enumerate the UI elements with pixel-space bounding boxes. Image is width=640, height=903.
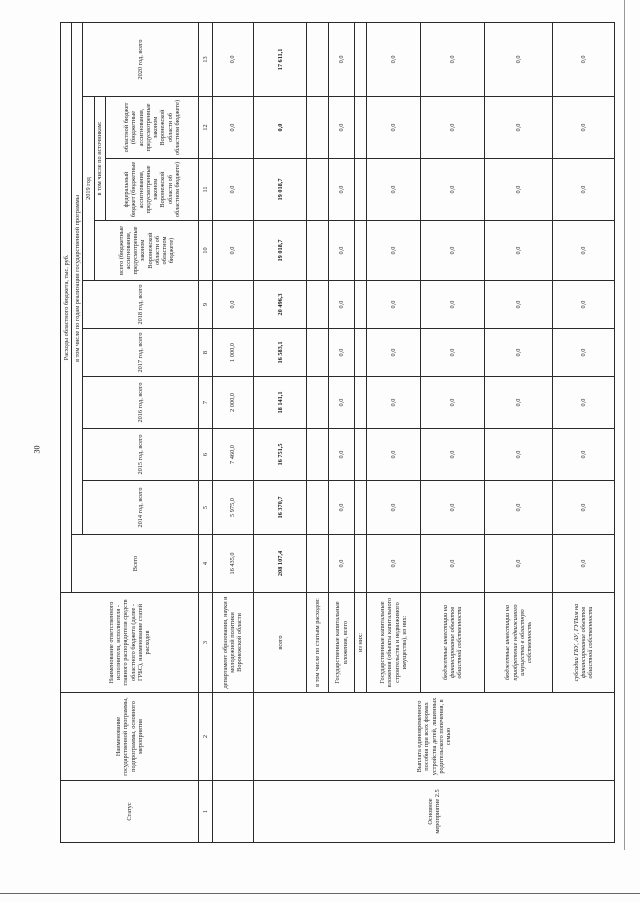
value-2018: 0,0 <box>212 281 254 329</box>
value-2014: 16 370,7 <box>254 481 307 535</box>
executor-capital: Государственные капитальные вложения, всего <box>328 593 354 693</box>
column-index: 1 <box>199 781 212 843</box>
header-status: Статус <box>61 781 199 843</box>
scan-bottom-edge <box>0 893 640 894</box>
header-federal: федеральный бюджет (бюджетные ассигнования, предусмотренные законом Воронежской области об областном бюджете) <box>105 159 198 221</box>
executor-subsidies: субсидии ГБУ, АУ, ГУПам на финансирование объектов областной собственности <box>553 593 615 693</box>
value-2018: 20 496,3 <box>254 281 307 329</box>
column-index: 11 <box>199 159 212 221</box>
column-index: 4 <box>199 535 212 593</box>
value-2019: 0,0 <box>553 221 615 281</box>
value-2019-federal: 0,0 <box>421 159 485 221</box>
scan-edge-line <box>624 0 625 850</box>
value-2019-regional: 0,0 <box>553 97 615 159</box>
empty-cell <box>306 377 328 429</box>
value-2020: 0,0 <box>328 22 354 96</box>
value-2019: 0,0 <box>485 221 553 281</box>
rotated-table-wrapper <box>60 23 615 843</box>
empty-cell <box>306 429 328 481</box>
value-2015: 0,0 <box>328 429 354 481</box>
executor-total: всего <box>254 593 307 693</box>
empty-cell <box>355 159 366 221</box>
value-total: 0,0 <box>421 535 485 593</box>
value-2018: 0,0 <box>553 281 615 329</box>
executor-incl: в том числе по статьям расходов: <box>306 593 328 693</box>
column-index: 5 <box>199 481 212 535</box>
header-2019-total: всего (бюджетные ассигнования, предусмотренные законом Воронежской области об областном бюджете) <box>94 221 199 281</box>
column-index: 9 <box>199 281 212 329</box>
header-2015: 2015 год, всего <box>83 429 199 481</box>
column-index: 7 <box>199 377 212 429</box>
column-index: 3 <box>199 593 212 693</box>
empty-cell <box>306 22 328 96</box>
value-2016: 0,0 <box>328 377 354 429</box>
value-total: 0,0 <box>485 535 553 593</box>
value-2019-federal: 0,0 <box>328 159 354 221</box>
value-2019-regional: 0,0 <box>366 97 421 159</box>
value-2020: 0,0 <box>212 22 254 96</box>
value-2020: 0,0 <box>485 22 553 96</box>
value-2020: 0,0 <box>553 22 615 96</box>
value-2017: 0,0 <box>485 329 553 377</box>
value-2019: 0,0 <box>366 221 421 281</box>
value-2019: 0,0 <box>212 221 254 281</box>
value-2019-regional: 0,0 <box>485 97 553 159</box>
value-2019-federal: 0,0 <box>485 159 553 221</box>
value-2018: 0,0 <box>366 281 421 329</box>
value-2017: 0,0 <box>366 329 421 377</box>
value-2019: 0,0 <box>328 221 354 281</box>
value-2014: 0,0 <box>553 481 615 535</box>
value-2019-regional: 0,0 <box>328 97 354 159</box>
value-2019-regional: 0,0 <box>254 97 307 159</box>
value-2014: 0,0 <box>366 481 421 535</box>
executor-dept: департамент образования, науки и молодежной политики Воронежской области <box>212 593 254 693</box>
value-2016: 0,0 <box>366 377 421 429</box>
column-index: 2 <box>199 693 212 781</box>
column-index: 12 <box>199 97 212 159</box>
value-2019-federal: 0,0 <box>553 159 615 221</box>
executor-budget-investments-realty: бюджетные инвестиции на приобретение недвижимого имущества в областную собственность <box>485 593 553 693</box>
empty-cell <box>306 221 328 281</box>
header-incl-sources: в том числе по источникам: <box>94 97 105 221</box>
empty-cell <box>306 481 328 535</box>
value-2017: 1 000,0 <box>212 329 254 377</box>
value-2016: 0,0 <box>421 377 485 429</box>
value-2016: 18 141,1 <box>254 377 307 429</box>
header-2014: 2014 год, всего <box>83 481 199 535</box>
value-2019-federal: 0,0 <box>212 159 254 221</box>
value-2015: 0,0 <box>366 429 421 481</box>
empty-cell <box>355 481 366 535</box>
empty-cell <box>355 429 366 481</box>
value-2016: 0,0 <box>485 377 553 429</box>
empty-cell <box>355 97 366 159</box>
executor-budget-investments: бюджетные инвестиции на финансирование объектов областной собственности <box>421 593 485 693</box>
empty-cell <box>306 329 328 377</box>
value-2015: 7 460,0 <box>212 429 254 481</box>
header-2017: 2017 год, всего <box>83 329 199 377</box>
header-total: Всего <box>72 535 199 593</box>
header-executor: Наименование ответственного исполнителя, исполнителя - главного распорядителя средств областного бюджета (далее - ГРБС), наименование статей расходов <box>61 593 199 693</box>
value-2015: 16 751,5 <box>254 429 307 481</box>
header-by-years: в том числе по годам реализации государственной программы <box>72 22 83 534</box>
value-total: 0,0 <box>366 535 421 593</box>
empty-cell <box>355 221 366 281</box>
value-2020: 0,0 <box>421 22 485 96</box>
value-2016: 2 000,0 <box>212 377 254 429</box>
value-2014: 0,0 <box>328 481 354 535</box>
value-total: 0,0 <box>328 535 354 593</box>
header-expenses: Расходы областного бюджета, тыс. руб. <box>61 22 72 592</box>
value-2018: 0,0 <box>328 281 354 329</box>
value-2019-federal: 19 018,7 <box>254 159 307 221</box>
header-program-name: Наименование государственной программы, подпрограммы, основного мероприятия <box>61 693 199 781</box>
value-2015: 0,0 <box>485 429 553 481</box>
value-2016: 0,0 <box>553 377 615 429</box>
empty-cell <box>355 281 366 329</box>
value-2020: 0,0 <box>366 22 421 96</box>
header-2018: 2018 год, всего <box>83 281 199 329</box>
column-index: 8 <box>199 329 212 377</box>
column-index: 10 <box>199 221 212 281</box>
program-name-cell: Выплата единовременного пособия при всех формах устройства детей, лишенных родительского попечения, в семью <box>254 693 615 781</box>
header-2020: 2020 год, всего <box>83 22 199 96</box>
header-2019: 2019 год <box>83 97 94 281</box>
value-2019-regional: 0,0 <box>421 97 485 159</box>
name-cell-empty <box>212 693 254 781</box>
empty-cell <box>306 281 328 329</box>
empty-cell <box>355 22 366 96</box>
value-2019-federal: 0,0 <box>366 159 421 221</box>
empty-cell <box>306 159 328 221</box>
value-2017: 0,0 <box>421 329 485 377</box>
executor-capital-construction: Государственные капитальные вложения (объекты капитального строительства и недвижимого имущества), из них: <box>366 593 421 693</box>
empty-cell <box>355 329 366 377</box>
value-2017: 0,0 <box>328 329 354 377</box>
empty-cell <box>306 535 328 593</box>
empty-cell <box>355 535 366 593</box>
value-2017: 0,0 <box>553 329 615 377</box>
column-index: 6 <box>199 429 212 481</box>
value-2020: 17 611,1 <box>254 22 307 96</box>
value-2018: 0,0 <box>485 281 553 329</box>
value-2014: 0,0 <box>485 481 553 535</box>
header-regional: областной бюджет (бюджетные ассигнования, предусмотренные законом Воронежской области об областном бюджете) <box>105 97 198 159</box>
value-2017: 16 583,1 <box>254 329 307 377</box>
value-2019: 0,0 <box>421 221 485 281</box>
column-index: 13 <box>199 22 212 96</box>
header-2016: 2016 год, всего <box>83 377 199 429</box>
value-2014: 0,0 <box>421 481 485 535</box>
page-number: 30 <box>32 445 42 454</box>
value-total: 0,0 <box>553 535 615 593</box>
value-2014: 5 975,0 <box>212 481 254 535</box>
value-2018: 0,0 <box>421 281 485 329</box>
value-2015: 0,0 <box>421 429 485 481</box>
empty-cell <box>355 377 366 429</box>
executor-of-which: из них: <box>355 593 366 693</box>
status-main-event: Основное мероприятие 2.5 <box>254 781 615 843</box>
value-2019: 19 018,7 <box>254 221 307 281</box>
value-total: 16 435,0 <box>212 535 254 593</box>
empty-cell <box>306 97 328 159</box>
value-2015: 0,0 <box>553 429 615 481</box>
status-cell-empty <box>212 781 254 843</box>
budget-table <box>60 22 615 843</box>
value-total: 208 107,4 <box>254 535 307 593</box>
value-2019-regional: 0,0 <box>212 97 254 159</box>
